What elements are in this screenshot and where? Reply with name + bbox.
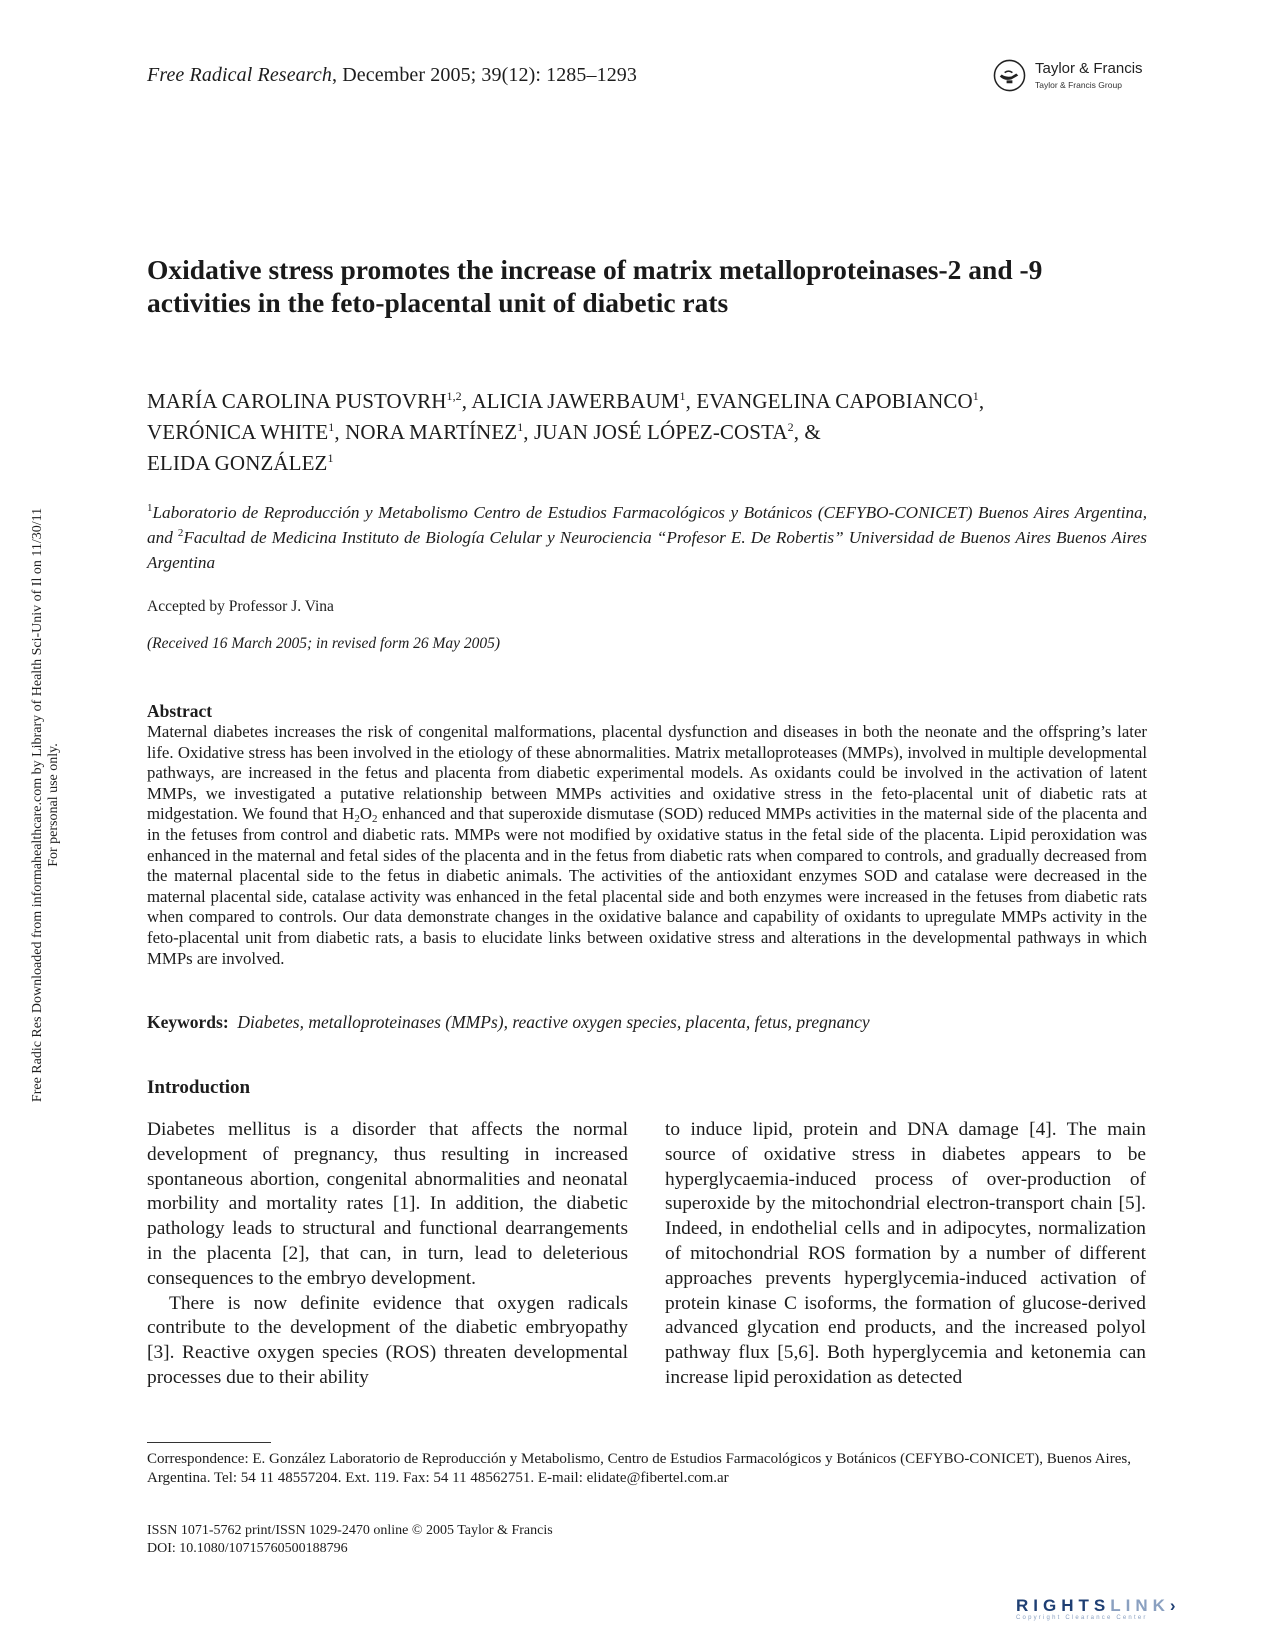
abstract-text: enhanced and that superoxide dismutase (SOD) reduced MMPs activities in the maternal side of the placenta and in the fetuses from control and diabetic rats. MMPs were not modified by oxidative status in the fetal side of the placenta. Lipid peroxidation was enhanced in the maternal and fetal sides of the placenta and in the fetus from diabetic rats when compared to controls, and gradually decreased from the maternal placental side to the fetus in diabetic animals. The activities of the antioxidant enzymes SOD and catalase were decreased in the maternal placental side, catalase activity was enhanced in the fetal placental side and both enzymes were increased in the fetuses from diabetic rats when compared to controls. Our data demonstrate changes in the oxidative balance and capability of oxidants to upregulate MMPs activity in the feto-placental unit from diabetic rats, a basis to elucidate links between oxidative stress and alterations in the developmental pathways in which MMPs are involved. <box>147 804 1147 968</box>
subscript: 2 <box>371 813 378 826</box>
body-column-right <box>665 1118 1146 1391</box>
author-list <box>147 386 1147 479</box>
issn-doi-block <box>147 1522 553 1558</box>
paragraph: to induce lipid, protein and DNA damage [4]. The main source of oxidative stress in diabetes appears to be hyperglycaemia-induced process of over-production of superoxide by the mitochondrial electron-transport chain [5]. Indeed, in endothelial cells and in adipocytes, normalization of mitochondrial ROS formation by a number of different approaches prevents hyperglycemia-induced activation of protein kinase C isoforms, the formation of glucose-derived advanced glycation end products, and the increased polyol pathway flux [5,6]. Both hyperglycemia and ketonemia can increase lipid peroxidation as detected <box>665 1119 1146 1388</box>
publisher-brand: Taylor & Francis <box>1035 60 1143 77</box>
paragraph: Diabetes mellitus is a disorder that affects the normal development of pregnancy, thus resulting in increased spontaneous abortion, congenital abnormalities and neonatal morbility and mortality rates [1]. In addition, the diabetic pathology leads to structural and functional dearrangements in the placenta [2], that can, in turn, lead to deleterious consequences to the embryo development. <box>147 1119 628 1289</box>
subscript: 2 <box>354 813 360 826</box>
author-affiliation-mark: 1 <box>679 389 686 403</box>
rightslink-word-main: RIGHTS <box>1016 1596 1111 1615</box>
paragraph: There is now definite evidence that oxygen radicals contribute to the development of the diabetic embryopathy [3]. Reactive oxygen species (ROS) threaten developmental processes due to their ability <box>147 1292 628 1388</box>
article-title: Oxidative stress promotes the increase of matrix metalloproteinases-2 and -9 activities in the feto-placental unit of diabetic rats <box>147 254 1043 318</box>
author-affiliation-mark: 2 <box>787 420 794 434</box>
watermark-line: For personal use only. <box>46 743 61 867</box>
abstract-body <box>147 722 1147 969</box>
abstract-text: O <box>359 804 372 824</box>
author-separator: , <box>978 389 985 413</box>
author-name: NORA MARTÍNEZ <box>345 420 518 444</box>
taylor-francis-lamp-icon <box>993 59 1026 92</box>
keywords-label: Keywords: <box>147 1012 229 1032</box>
author-name: EVANGELINA CAPOBIANCO <box>696 389 973 413</box>
author-name: ELIDA GONZÁLEZ <box>147 451 328 475</box>
accepted-by: Accepted by Professor J. Vina <box>147 598 334 615</box>
received-dates: (Received 16 March 2005; in revised form 26 May 2005) <box>147 635 501 652</box>
publisher-group: Taylor & Francis Group <box>1035 80 1122 90</box>
author-separator: , <box>334 420 346 444</box>
rightslink-wordmark <box>1016 1596 1256 1616</box>
publisher-logo <box>993 56 1168 98</box>
watermark-line: Free Radic Res Downloaded from informahealthcare.com by Library of Health Sci-Univ of Il on 11/30/11 <box>30 507 45 1103</box>
rightslink-tagline: Copyright Clearance Center <box>1016 1615 1148 1621</box>
author-affiliation-mark: 1,2 <box>446 389 462 403</box>
author-separator: , <box>523 420 534 444</box>
author-name: VERÓNICA WHITE <box>147 420 329 444</box>
affiliation-text: Facultad de Medicina Instituto de Biología Celular y Neurociencia “Profesor E. De Robertis” Universidad de Buenos Aires Buenos Aires Argentina <box>147 528 1147 572</box>
author-affiliation-mark: 1 <box>972 389 979 403</box>
journal-name: Free Radical Research <box>147 64 332 86</box>
affiliations <box>147 500 1147 575</box>
issn: ISSN 1071-5762 print/ISSN 1029-2470 online © 2005 Taylor & Francis <box>147 1523 553 1538</box>
section-heading-introduction: Introduction <box>147 1077 251 1098</box>
journal-details: , December 2005; 39(12): 1285–1293 <box>332 64 638 86</box>
author-separator: , <box>461 389 472 413</box>
body-column-left <box>147 1118 628 1391</box>
author-name: JUAN JOSÉ LÓPEZ-COSTA <box>534 420 788 444</box>
journal-citation <box>147 64 637 87</box>
author-name: ALICIA JAWERBAUM <box>471 389 680 413</box>
keywords <box>147 1012 1147 1033</box>
author-affiliation-mark: 1 <box>327 451 334 465</box>
rightslink-logo[interactable] <box>1016 1596 1256 1636</box>
keywords-text: Diabetes, metalloproteinases (MMPs), reactive oxygen species, placenta, fetus, pregnancy <box>237 1012 870 1032</box>
affiliation-mark: 2 <box>177 527 184 539</box>
author-separator: , & <box>793 420 821 444</box>
rightslink-word-light: LINK <box>1110 1596 1170 1615</box>
download-watermark-text <box>30 465 62 1145</box>
affiliation-mark: 1 <box>147 502 153 514</box>
rightslink-arrow-icon: › <box>1169 1596 1176 1615</box>
download-watermark <box>30 465 60 1145</box>
author-separator: , <box>685 389 697 413</box>
author-name: MARÍA CAROLINA PUSTOVRH <box>147 389 447 413</box>
author-affiliation-mark: 1 <box>328 420 335 434</box>
author-affiliation-mark: 1 <box>517 420 524 434</box>
correspondence-note: Correspondence: E. González Laboratorio de Reproducción y Metabolismo, Centro de Estudios Farmacológicos y Botánicos (CEFYBO-CONICET), Buenos Aires, Argentina. Tel: 54 11 48557204. Ext. 119. Fax: 54 11 48562751. E-mail: elidate@fibertel.com.ar <box>147 1451 1131 1486</box>
affiliation-text: Laboratorio de Reproducción y Metabolismo Centro de Estudios Farmacológicos y Botánicos (CEFYBO-CONICET) Buenos Aires Argentina, and <box>147 503 1147 547</box>
footnote-divider <box>147 1442 271 1443</box>
doi: DOI: 10.1080/10715760500188796 <box>147 1541 348 1556</box>
abstract-heading: Abstract <box>147 701 213 721</box>
abstract-text: Maternal diabetes increases the risk of congenital malformations, placental dysfunction and diseases in both the neonate and the offspring’s later life. Oxidative stress has been involved in the etiology of these abnormalities. Matrix metalloproteases (MMPs), involved in multiple developmental pathways, are increased in the fetus and placenta from diabetic experimental models. As oxidants could be involved in the activation of latent MMPs, we investigated a putative relationship between MMPs activities and oxidative stress in the feto-placental unit of diabetic rats at midgestation. We found that H <box>147 722 1147 824</box>
